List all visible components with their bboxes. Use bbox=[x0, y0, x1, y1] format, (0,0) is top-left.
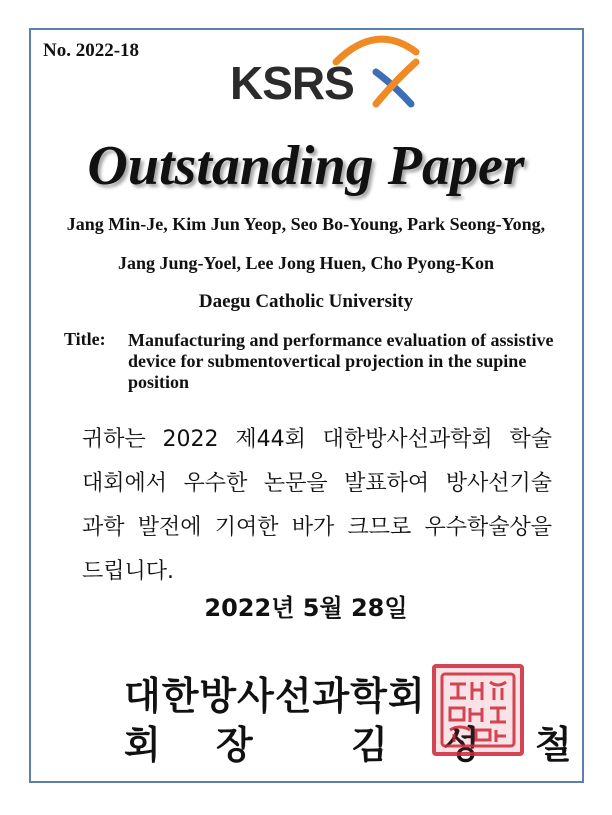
authors-line-2: Jang Jung-Yoel, Lee Jong Huen, Cho Pyong-Kon bbox=[117, 253, 495, 273]
ksrs-logo bbox=[226, 32, 426, 112]
seal-glyph-icon bbox=[436, 668, 520, 752]
affiliation: Daegu Catholic University bbox=[198, 291, 414, 312]
award-title: Outstanding Paper bbox=[87, 135, 525, 197]
president-name: 회 장 김 성 철 bbox=[124, 723, 584, 767]
statement-line: 과학 발전에 기여한 바가 크므로 우수학술상을 bbox=[82, 515, 552, 540]
award-date: 2022년 5월 28일 bbox=[204, 594, 408, 622]
certificate-number: No. 2022-18 bbox=[43, 40, 140, 61]
authors-line-1: Jang Min-Je, Kim Jun Yeop, Seo Bo-Young, Park Seong-Yong, bbox=[66, 214, 546, 234]
society-name: 대한방사선과학회 bbox=[124, 674, 426, 718]
official-seal-icon bbox=[432, 664, 524, 756]
paper-title-label: Title: bbox=[64, 329, 106, 349]
logo-text: KSRS bbox=[230, 57, 354, 109]
paper-title: Manufacturing and performance evaluation of assistive device for submentovertical projection in the supine position bbox=[128, 330, 554, 392]
award-statement bbox=[82, 418, 552, 594]
statement-line: 귀하는 2022 제44회 대한방사선과학회 학술 bbox=[82, 427, 552, 452]
statement-line: 대회에서 우수한 논문을 발표하여 방사선기술 bbox=[82, 471, 552, 496]
statement-line: 드립니다. bbox=[82, 559, 175, 584]
